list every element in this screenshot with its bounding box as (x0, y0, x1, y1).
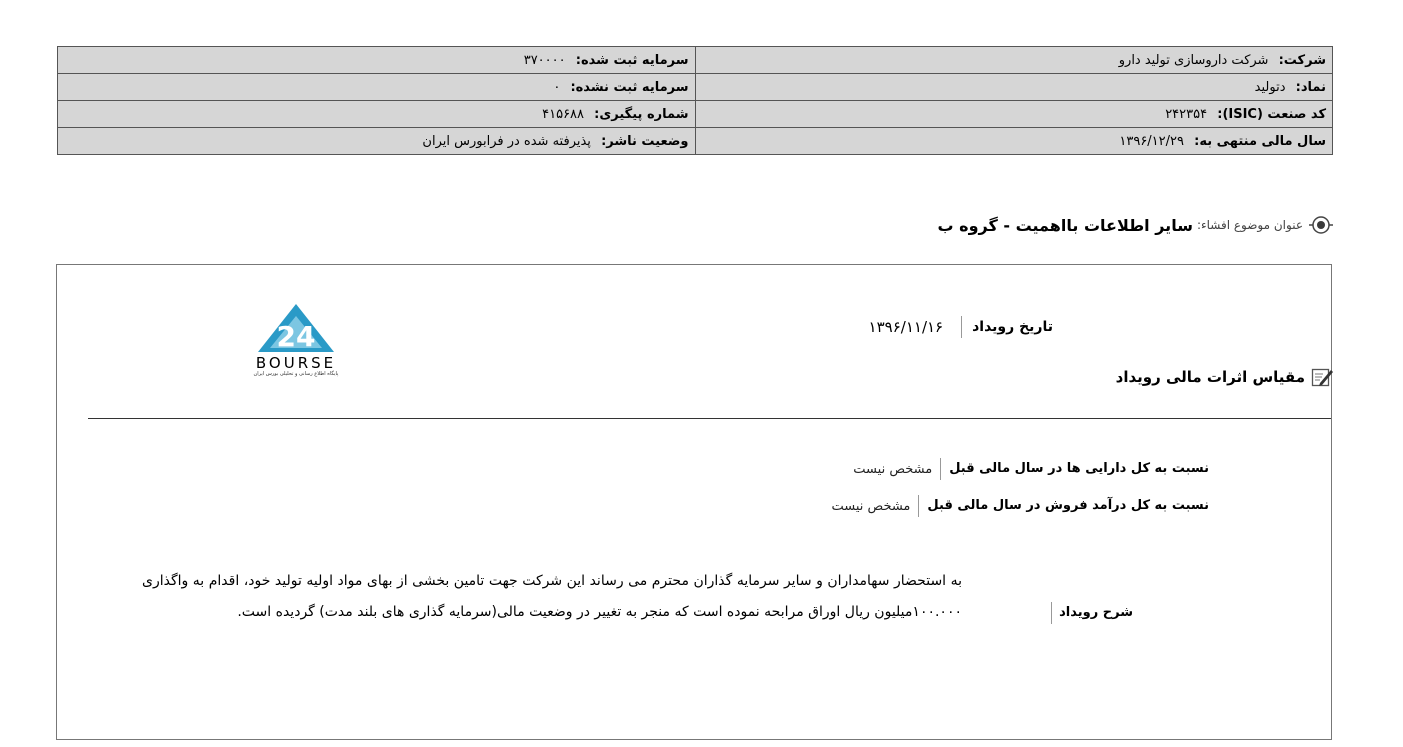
financial-effects-title (1116, 366, 1333, 388)
info-row (58, 128, 1333, 155)
fiscal-year-label: سال مالی منتهی به: (1194, 133, 1326, 149)
info-row (58, 47, 1333, 74)
symbol-value: دتولید (1254, 79, 1286, 95)
info-row (58, 74, 1333, 101)
logo-wordmark: BOURSE (255, 354, 337, 372)
financial-effects-title-text: مقیاس اثرات مالی رویداد (1115, 368, 1305, 386)
fiscal-year-value: ۱۳۹۶/۱۲/۲۹ (1119, 133, 1184, 149)
ratio-row-assets (853, 458, 1209, 480)
company-cell (695, 47, 1333, 74)
publisher-status-value: پذیرفته شده در فرابورس ایران (422, 133, 591, 149)
publisher-status-label: وضعیت ناشر: (601, 133, 689, 149)
section-divider (88, 418, 1331, 419)
isic-label-prefix: کد صنعت ( (1256, 106, 1326, 122)
target-pin-icon (1309, 213, 1333, 237)
registered-capital-value: ۳۷۰۰۰۰ (523, 52, 566, 68)
tracking-value: ۴۱۵۶۸۸ (542, 106, 585, 122)
svg-text:24: 24 (276, 320, 316, 353)
edit-note-icon (1311, 366, 1333, 388)
registered-capital-cell (58, 47, 696, 74)
isic-label-suffix: ): (1217, 106, 1229, 122)
company-label: شرکت: (1278, 52, 1326, 68)
disclosure-subject (938, 210, 1334, 240)
company-value: شرکت داروسازی تولید دارو (1118, 52, 1269, 68)
ratio-assets-value: مشخص نیست (853, 461, 933, 477)
symbol-label: نماد: (1295, 79, 1326, 95)
logo-subtitle: پایگاه اطلاع رسانی و تحلیلی بورس ایران (253, 371, 339, 377)
event-date-value: ۱۳۹۶/۱۱/۱۶ (868, 318, 944, 336)
registered-capital-label: سرمایه ثبت شده: (575, 52, 689, 68)
ratio-assets-label: نسبت به کل دارایی ها در سال مالی قبل (940, 458, 1209, 480)
ratio-revenue-value: مشخص نیست (831, 498, 911, 514)
tracking-cell (58, 101, 696, 128)
event-date-label: تاریخ رویداد (961, 316, 1053, 338)
ratio-revenue-label: نسبت به کل درآمد فروش در سال مالی قبل (918, 495, 1209, 517)
unregistered-capital-value: ۰ (553, 79, 561, 95)
isic-cell (695, 101, 1333, 128)
subject-value: سایر اطلاعات بااهمیت - گروه ب (937, 215, 1193, 235)
publisher-status-cell (58, 128, 696, 155)
tracking-label: شماره پیگیری: (594, 106, 689, 122)
event-date (869, 316, 1053, 338)
event-description-label: شرح رویداد (1051, 602, 1133, 624)
isic-value: ۲۴۲۳۵۴ (1165, 106, 1208, 122)
ratio-row-revenue (831, 495, 1209, 517)
info-row (58, 101, 1333, 128)
symbol-cell (695, 74, 1333, 101)
event-description-text: به استحضار سهامداران و سایر سرمایه گذاران محترم می رساند این شرکت جهت تامین بخشی از بهای مواد اولیه تولید خود، اقدام به واگذاری ۱۰۰.۰۰۰میلیون ریال اوراق مرابحه نموده است که منجر به تغییر در وضعیت مالی(سرمایه گذاری های بلند مدت) گردیده است. (142, 573, 962, 620)
isic-label-en: ISIC (1228, 106, 1257, 122)
company-info-table (57, 46, 1333, 155)
subject-label: عنوان موضوع افشاء: (1196, 218, 1303, 232)
unregistered-capital-label: سرمایه ثبت نشده: (570, 79, 689, 95)
fiscal-year-cell (695, 128, 1333, 155)
unregistered-capital-cell (58, 74, 696, 101)
